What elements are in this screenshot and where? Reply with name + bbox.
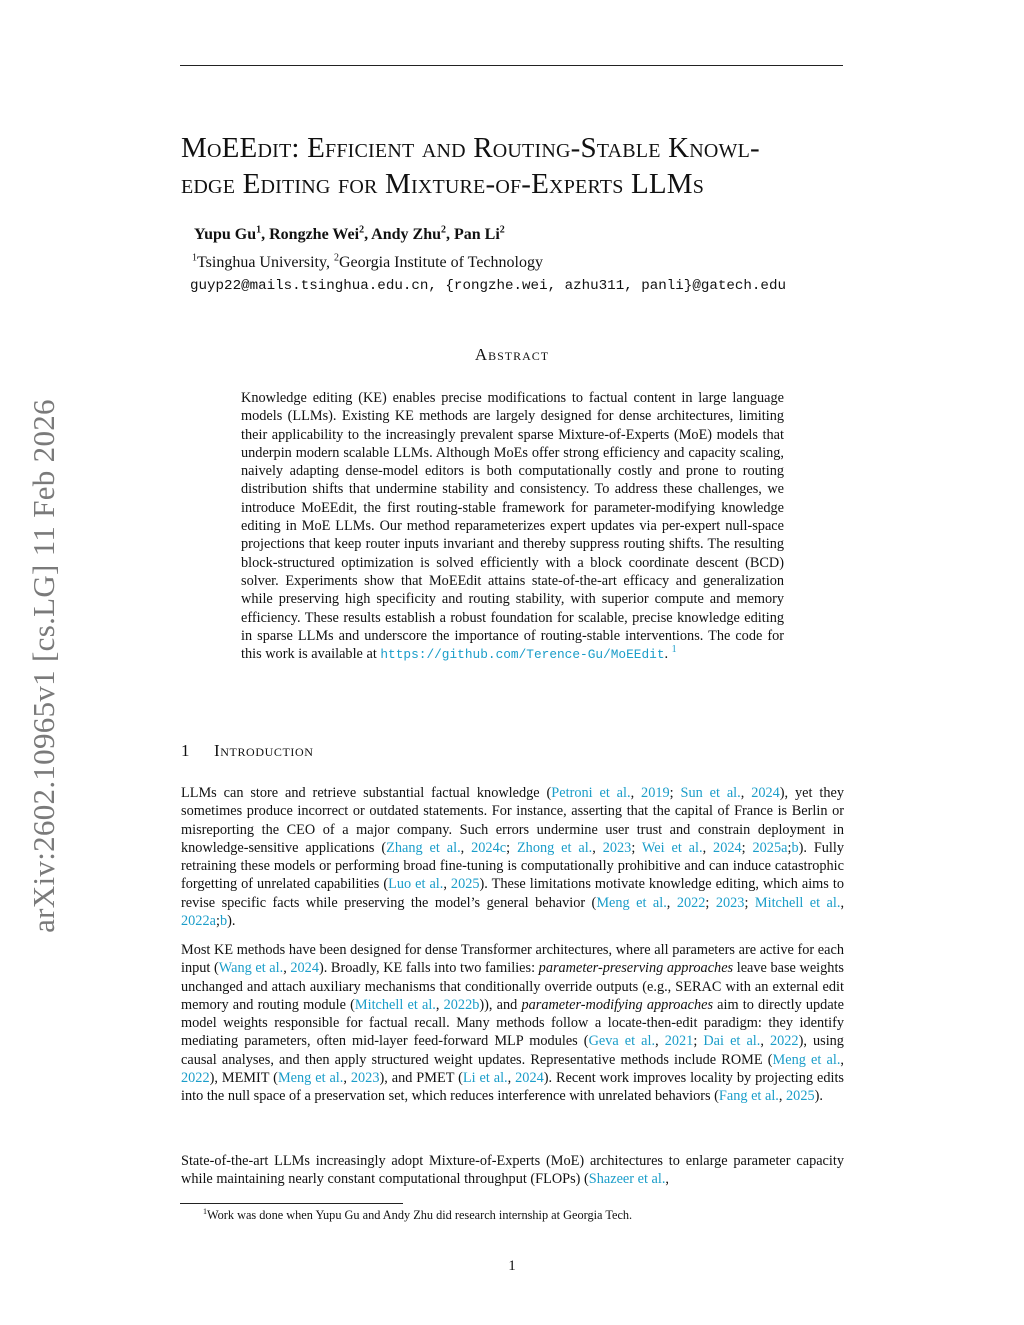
citation-link[interactable]: Meng et al. [596, 894, 667, 911]
citation-link[interactable]: Wei et al. [641, 839, 703, 856]
citation-link[interactable]: 2019 [641, 785, 670, 801]
citation-link[interactable]: 2025 [786, 1088, 815, 1105]
arxiv-stamp-text: arXiv:2602.10965v1 [cs.LG] 11 Feb 2026 [26, 399, 61, 933]
abstract-tail: . [664, 646, 672, 663]
text: Most KE methods have been designed for dense Transformer architectures, where all parameters are active for each input ( [181, 942, 844, 977]
text: , [283, 960, 291, 977]
citation-link[interactable]: 2022a [181, 913, 216, 930]
citation-link[interactable]: Mitchell et al. [354, 996, 436, 1013]
citation-link[interactable]: Petroni et al. [551, 785, 631, 801]
text: , [666, 894, 677, 911]
citation-link[interactable]: 2023 [350, 1070, 380, 1087]
affil-text: Tsinghua University, [197, 254, 334, 271]
text: , [507, 1070, 516, 1087]
citation-link[interactable]: 2023 [602, 839, 632, 856]
author-list [194, 226, 505, 244]
citation-link[interactable]: Fang et al. [718, 1088, 779, 1105]
abstract-body [241, 389, 784, 664]
code-link[interactable]: https://github.com/Terence-Gu/MoEEdit [380, 647, 665, 663]
citation-link[interactable]: Dai et al. [703, 1033, 761, 1050]
text: , [443, 876, 451, 893]
citation-link[interactable]: Meng et al. [277, 1070, 344, 1087]
citation-link[interactable]: b [791, 839, 799, 856]
author-name: , Rongzhe Wei [261, 226, 360, 243]
text: ; [705, 894, 716, 911]
text: ), yet they sometimes produce incorrect or outdated statements. For instance, asserting that the capital of France is Berlin or misreporting the CEO of a major company. Such errors undermine user trust and constrain deployment in knowledge-sensitive applications ( [181, 785, 844, 856]
text: , [592, 839, 603, 856]
text: , [655, 1033, 665, 1050]
citation-link[interactable]: Zhong et al. [516, 839, 593, 856]
text: ; [631, 839, 642, 856]
text: ). Recent work improves locality by projecting edits into the null space of a preservation set, which reduces interference with unrelated behaviors ( [181, 1070, 844, 1105]
citation-link[interactable]: 2024 [713, 839, 742, 856]
text: ; [744, 894, 755, 911]
citation-link[interactable]: Li et al. [462, 1070, 508, 1087]
text: ). Fully retraining these models or performing broad fine-tuning is computationally prohibitive and can induce catastrophic forgetting of unrelated capabilities ( [181, 839, 845, 893]
citation-link[interactable]: 2022 [769, 1033, 799, 1050]
affil-text: Georgia Institute of Technology [338, 254, 543, 271]
citation-link[interactable]: 2022 [676, 894, 706, 911]
text: , [435, 996, 444, 1013]
text: , [702, 839, 714, 856]
intro-paragraph-1 [181, 784, 844, 930]
arxiv-stamp [28, 372, 60, 960]
citation-link[interactable]: Shazeer et al. [588, 1171, 666, 1188]
author-affil-mark: 2 [441, 224, 446, 236]
text: ), using causal analyses, and then apply structured weight updates. Representative methods include ROME ( [181, 1033, 844, 1068]
text: ), and PMET ( [379, 1070, 463, 1087]
text: ). [814, 1088, 823, 1105]
affiliations [192, 254, 543, 272]
citation-link[interactable]: 2022b [443, 996, 480, 1013]
text: ). These limitations motivate knowledge editing, which aims to revise specific facts while preserving the model’s general behavior ( [181, 876, 844, 911]
text: ; [669, 785, 681, 801]
text: ; [215, 913, 220, 930]
text: , [740, 785, 752, 801]
citation-link[interactable]: Luo et al. [388, 876, 444, 893]
page-number: 1 [508, 1258, 516, 1274]
intro-paragraph-3 [181, 1152, 844, 1189]
citation-link[interactable]: Sun et al. [680, 785, 741, 801]
citation-link[interactable]: 2024 [515, 1070, 544, 1087]
text: , [840, 1051, 844, 1068]
text: ; [506, 839, 517, 856]
author-affil-mark: 2 [359, 224, 365, 236]
citation-link[interactable]: Wang et al. [218, 960, 284, 977]
citation-link[interactable]: 2025 [450, 876, 480, 893]
emphasis: parameter-preserving approaches [538, 960, 734, 977]
text: )), and [479, 996, 522, 1013]
footnote-text: Work was done when Yupu Gu and Andy Zhu did research internship at Georgia Tech. [207, 1208, 633, 1222]
author-name: Yupu Gu [194, 226, 257, 243]
text: , [760, 1033, 770, 1050]
citation-link[interactable]: Mitchell et al. [754, 894, 841, 911]
footnote [203, 1208, 632, 1223]
section-number: 1 [181, 741, 191, 760]
text: LLMs can store and retrieve substantial factual knowledge ( [181, 785, 552, 801]
section-heading [181, 741, 314, 761]
section-title: Introduction [214, 741, 314, 760]
abstract-text: Knowledge editing (KE) enables precise modifications to factual content in large language models (LLMs). Existing KE methods are largely designed for dense architectures, limiting their applicability to the increasingly prevalent sparse Mixture-of-Experts (MoE) models that underpin modern scalable LLMs. Although MoEs offer strong efficiency and capacity scaling, naively adapting dense-model editors is both computationally costly and prone to routing distribution shifts that undermine stability and consistency. To address these challenges, we introduce MoEEdit, the first routing-stable framework for parameter-modifying knowledge editing in MoE LLMs. Our method reparameterizes expert updates via per-expert null-space projections that keep router inputs invariant and thereby suppress routing shifts. The resulting block-structured optimization is solved efficiently with a block coordinate descent (BCD) solver. Experiments show that MoEEdit attains state-of-the-art efficacy and generalization while preserving high specificity and routing stability, with superior compute and memory efficiency. These results establish a robust foundation for scalable, precise knowledge editing in sparse LLMs and underscore the importance of routing-stable interventions. The code for this work is available at [241, 390, 784, 663]
text: , [778, 1088, 787, 1105]
text: , [840, 894, 845, 911]
citation-link[interactable]: 2024 [290, 960, 319, 977]
text: , [343, 1070, 351, 1087]
footnote-rule [180, 1203, 403, 1204]
citation-link[interactable]: Meng et al. [772, 1051, 841, 1068]
text: aim to directly update model weights responsible for factual recall. Many methods follow a locate-then-edit paradigm: they identify mediating parameters, often mid-layer feed-forward MLP modules ( [181, 996, 844, 1050]
footnote-ref[interactable]: 1 [671, 644, 677, 656]
text: , [460, 839, 472, 856]
citation-link[interactable]: 2024c [471, 839, 507, 856]
text: , [630, 785, 642, 801]
citation-link[interactable]: 2022 [181, 1070, 210, 1087]
text: , [665, 1171, 669, 1188]
paper-title [181, 130, 861, 202]
text: ). [227, 913, 236, 930]
text: ; [741, 839, 753, 856]
text: ). Broadly, KE falls into two families: [318, 960, 539, 977]
text: State-of-the-art LLMs increasingly adopt Mixture-of-Experts (MoE) architectures to enlarge parameter capacity while maintaining nearly constant computational throughput (FLOPs) ( [181, 1153, 844, 1188]
title-line-2: edge Editing for Mixture-of-Experts LLMs [181, 168, 705, 200]
citation-link[interactable]: Geva et al. [588, 1033, 656, 1050]
citation-link[interactable]: 2021 [664, 1033, 694, 1050]
intro-paragraph-2 [181, 941, 844, 1106]
citation-link[interactable]: Zhang et al. [386, 839, 461, 856]
citation-link[interactable]: b [219, 913, 228, 930]
citation-link[interactable]: 2025a [752, 839, 788, 856]
affil-mark: 2 [333, 252, 339, 264]
emphasis: parameter-modifying approaches [521, 996, 714, 1013]
text: ), MEMIT ( [209, 1070, 278, 1087]
author-name: , Pan Li [446, 226, 500, 243]
citation-link[interactable]: 2024 [751, 785, 780, 801]
text: ; [693, 1033, 704, 1050]
text: ; [787, 839, 792, 856]
title-line-1: MoEEdit: Efficient and Routing-Stable Knowl- [181, 132, 760, 164]
author-name: , Andy Zhu [364, 226, 441, 243]
footnote-mark: 1 [203, 1206, 207, 1216]
text: leave base weights unchanged and attach auxiliary mechanisms that conditionally override outputs (e.g., SERAC with an external edit memory and routing module ( [181, 960, 844, 1013]
author-affil-mark: 2 [499, 224, 505, 236]
affil-mark: 1 [192, 252, 197, 264]
author-emails: guyp22@mails.tsinghua.edu.cn, {rongzhe.wei, azhu311, panli}@gatech.edu [190, 278, 786, 294]
abstract-heading: Abstract [474, 345, 550, 364]
author-affil-mark: 1 [256, 224, 262, 236]
header-rule [180, 65, 843, 66]
citation-link[interactable]: 2023 [715, 894, 745, 911]
